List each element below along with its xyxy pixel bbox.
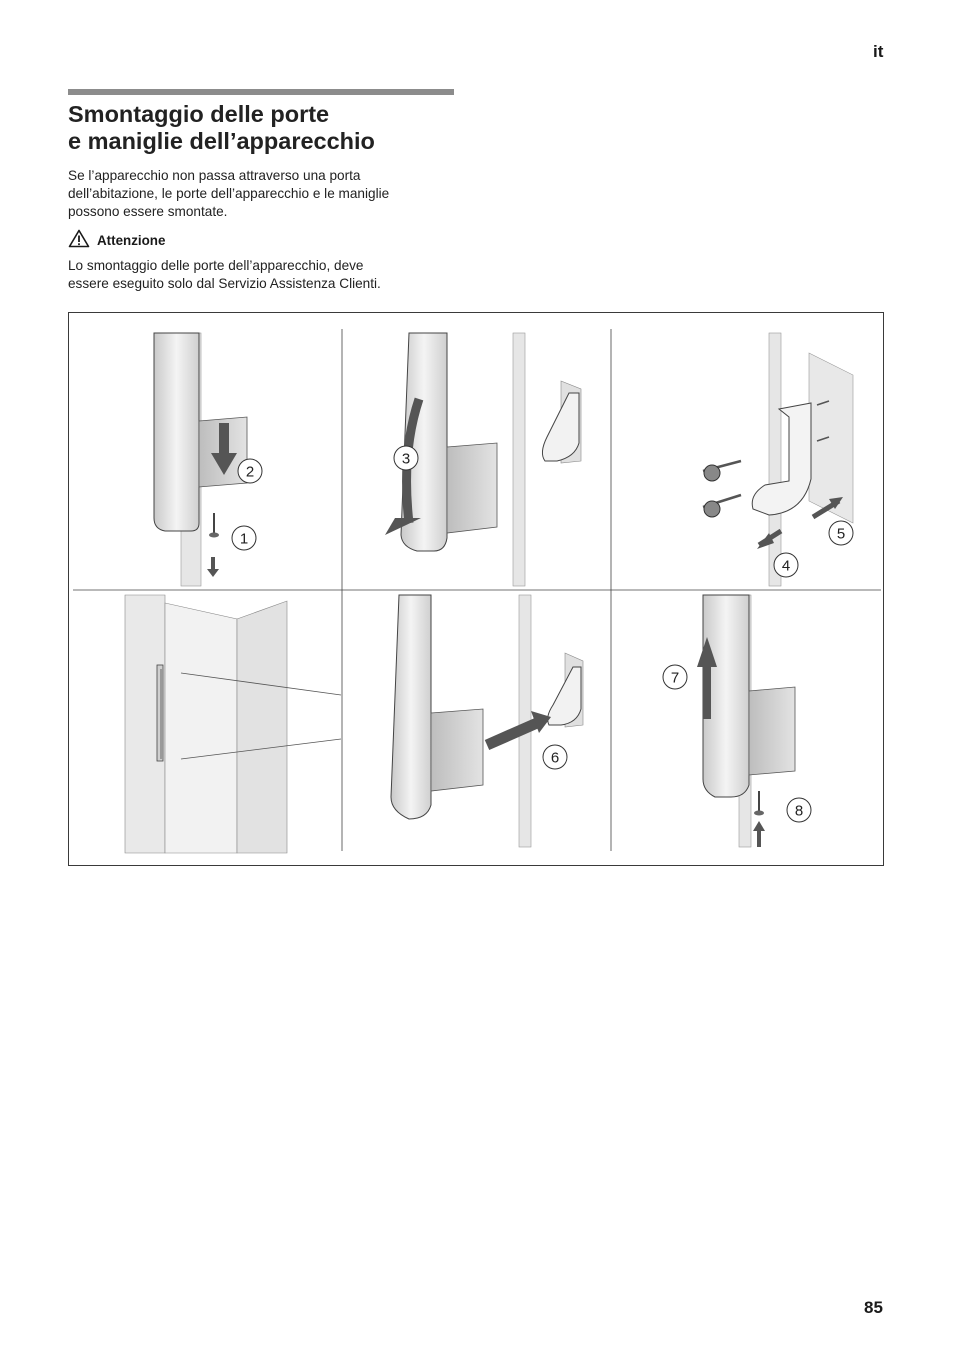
section-title-line: Smontaggio delle porte (68, 101, 330, 127)
panel-step-1-2 (154, 333, 247, 586)
warning-label: Attenzione (97, 233, 166, 248)
step-2-marker (238, 459, 262, 483)
illustration-svg (69, 313, 885, 867)
panel-step-4-5 (703, 333, 853, 586)
section-title (68, 101, 468, 155)
warning-paragraph (68, 257, 458, 293)
panel-step-6 (391, 595, 583, 847)
warning-heading (68, 229, 165, 248)
language-code: it (873, 42, 884, 61)
intro-line: possono essere smontate. (68, 204, 228, 219)
intro-line: dell’abitazione, le porte dell’apparecchio e le maniglie (68, 186, 390, 201)
step-1-label: 1 (239, 530, 249, 548)
step-6-marker (543, 745, 567, 769)
warning-triangle-icon (68, 229, 90, 248)
step-7-marker (663, 665, 687, 689)
warning-line: essere eseguito solo dal Servizio Assistenza Clienti. (68, 276, 381, 291)
step-1-marker (232, 526, 256, 550)
page-number: 85 (864, 1298, 883, 1317)
step-8-label: 8 (794, 802, 804, 820)
panel-appliance-overview (125, 595, 341, 853)
warning-line: Lo smontaggio delle porte dell’apparecchio, deve (68, 258, 364, 273)
step-3-marker (394, 446, 418, 470)
section-title-line: e maniglie dell’apparecchio (68, 128, 375, 154)
step-6-label: 6 (550, 749, 560, 767)
step-5-marker (829, 521, 853, 545)
step-7-label: 7 (670, 669, 680, 687)
step-3-label: 3 (401, 450, 411, 468)
panel-step-7-8 (697, 595, 795, 847)
step-4-marker (774, 553, 798, 577)
heading-rule (68, 89, 454, 95)
intro-line: Se l’apparecchio non passa attraverso una porta (68, 168, 361, 183)
step-8-marker (787, 798, 811, 822)
disassembly-illustration (68, 312, 884, 866)
step-2-label: 2 (245, 463, 255, 481)
step-5-label: 5 (836, 525, 846, 543)
intro-paragraph (68, 167, 458, 221)
step-4-label: 4 (781, 557, 791, 575)
